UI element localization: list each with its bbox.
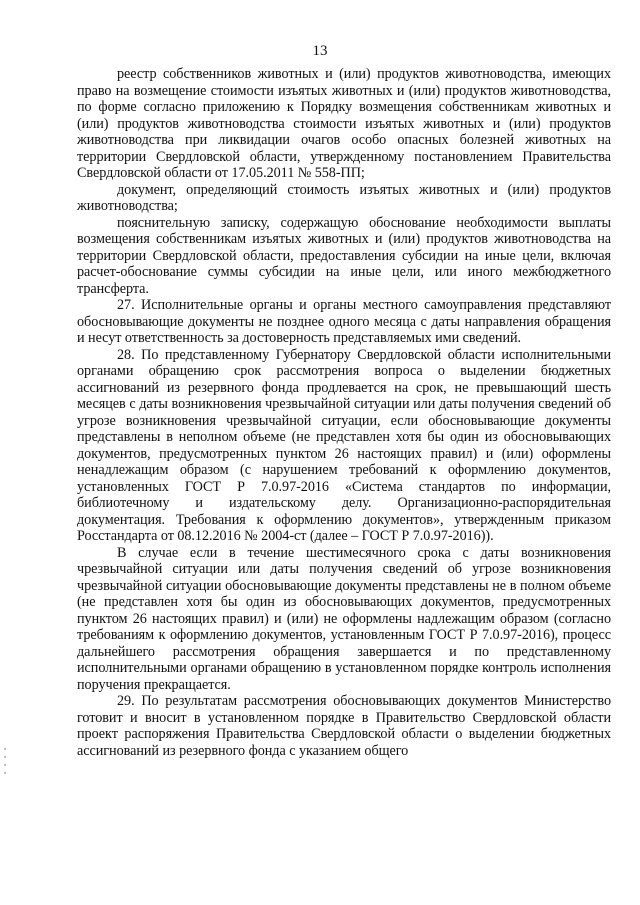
paragraph-clause-29: 29. По результатам рассмотрения обосновывающих документов Министерство готовит и вносит в установленном порядке в Правительство Свердловской области проект распоряжения Правительства Свердловской области о выделении бюджетных ассигнований из резервного фонда с указанием общего [77,693,611,759]
paragraph-six-month-term: В случае если в течение шестимесячного срока с даты возникновения чрезвычайной ситуации или даты получения сведений об угрозе возникновения чрезвычайной ситуации обосновывающие документы представлены не в полном объеме (не представлен хотя бы один из обосновывающих документов, предусмотренных пунктом 26 настоящих правил) и (или) не оформлены надлежащим образом (согласно требованиям к оформлению документов, установленным ГОСТ Р 7.0.97-2016), процесс дальнейшего рассмотрения обращения завершается и по представленному исполнительными органами обращению в установленном порядке контроль исполнения поручения прекращается. [77,544,611,693]
paragraph-clause-27: 27. Исполнительные органы и органы местного самоуправления представляют обосновывающие документы не позднее одного месяца с даты направления обращения и несут ответственность за достоверность представляемых ими сведений. [77,297,611,346]
paragraph-valuation-document: документ, определяющий стоимость изъятых животных и (или) продуктов животноводства; [77,181,611,214]
page-number: 13 [312,43,328,59]
paragraph-owners-registry: реестр собственников животных и (или) продуктов животноводства, имеющих право на возмещение стоимости изъятых животных и (или) продуктов животноводства, по форме согласно приложению к Порядку возмещения собственникам животных и (или) продуктов животноводства стоимости изъятых животных и (или) продуктов животноводства при ликвидации очагов особо опасных болезней животных на территории Свердловской области, утвержденному постановлением Правительства Свердловской области от 17.05.2011 № 558-ПП; [77,66,611,181]
paragraph-explanatory-note: пояснительную записку, содержащую обоснование необходимости выплаты возмещения собственникам изъятых животных и (или) продуктов животноводства на территории Свердловской области, предоставления субсидии на иные цели, включая расчет-обоснование суммы субсидии на иные цели, или иного межбюджетного трансферта. [77,214,611,297]
scan-mark [4,764,6,766]
paragraph-clause-28: 28. По представленному Губернатору Свердловской области исполнительными органами обращению срок рассмотрения вопроса о выделении бюджетных ассигнований из резервного фонда продлевается на срок, не превышающий шесть месяцев с даты возникновения чрезвычайной ситуации или даты получения сведений об угрозе возникновения чрезвычайной ситуации, если обосновывающие документы представлены в неполном объеме (не представлен хотя бы один из обосновывающих документов, предусмотренных пунктом 26 настоящих правил) и (или) оформлены ненадлежащим образом (с нарушением требований к оформлению документов, установленных ГОСТ Р 7.0.97-2016 «Система стандартов по информации, библиотечному и издательскому делу. Организационно-распорядительная документация. Требования к оформлению документов», утвержденным приказом Росстандарта от 08.12.2016 № 2004-ст (далее – ГОСТ Р 7.0.97-2016)). [77,346,611,544]
scan-mark [4,748,6,750]
scan-mark [4,772,6,774]
document-body [77,66,611,759]
scan-margin-marks [4,748,7,808]
scan-mark [4,756,6,758]
